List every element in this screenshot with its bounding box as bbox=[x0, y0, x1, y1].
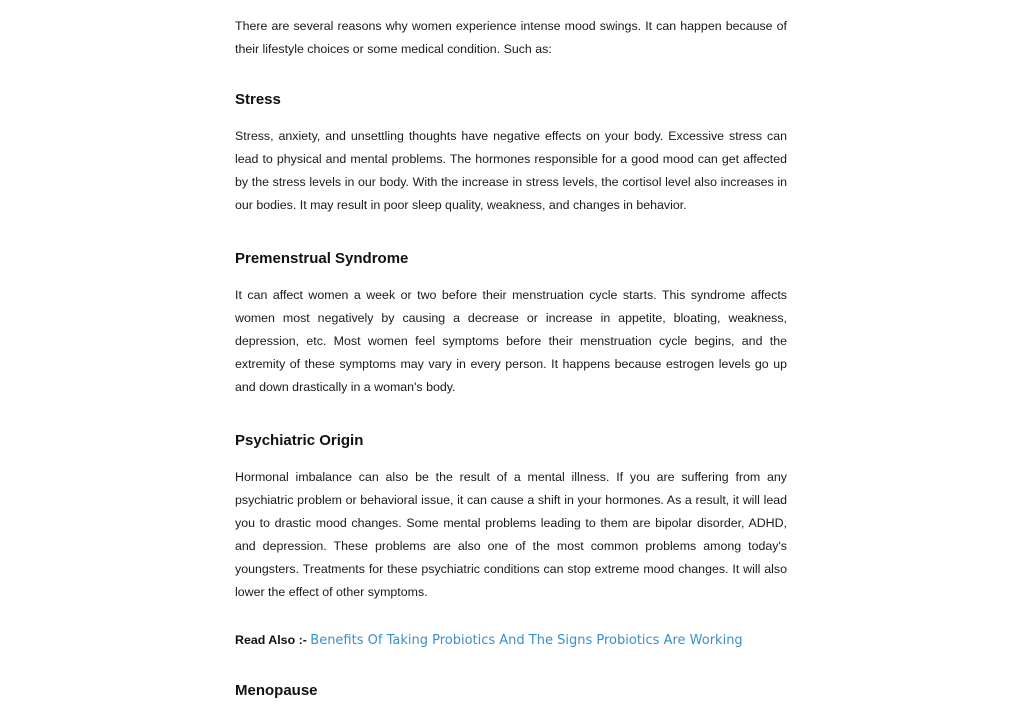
section-body-stress: Stress, anxiety, and unsettling thoughts have negative effects on your body. Excessive stress can lead to physical and mental problems. The hormones responsible for a good mood can get affected by the stress levels in our body. With the increase in stress levels, the cortisol level also increases in our bodies. It may result in poor sleep quality, weakness, and changes in behavior. bbox=[235, 129, 787, 212]
read-also-link[interactable]: Benefits Of Taking Probiotics And The Signs Probiotics Are Working bbox=[310, 633, 743, 648]
read-also-line bbox=[235, 628, 787, 653]
article-content bbox=[235, 15, 787, 701]
read-also-label: Read Also :- bbox=[235, 633, 307, 647]
section-heading-menopause: Menopause bbox=[235, 682, 318, 699]
section-heading-premenstrual-syndrome: Premenstrual Syndrome bbox=[235, 250, 409, 267]
section-body-psychiatric-origin: Hormonal imbalance can also be the result of a mental illness. If you are suffering from any psychiatric problem or behavioral issue, it can cause a shift in your hormones. As a result, it will lead you to drastic mood changes. Some mental problems leading to them are bipolar disorder, ADHD, and depression. These problems are also one of the most common problems among today's youngsters. Treatments for these psychiatric conditions can stop extreme mood changes. It will also lower the effect of other symptoms. bbox=[235, 470, 787, 599]
intro-paragraph: There are several reasons why women experience intense mood swings. It can happen because of their lifestyle choices or some medical condition. Such as: bbox=[235, 19, 787, 56]
section-body-premenstrual-syndrome: It can affect women a week or two before their menstruation cycle starts. This syndrome affects women most negatively by causing a decrease or increase in appetite, bloating, weakness, depression, etc. Most women feel symptoms before their menstruation cycle begins, and the extremity of these symptoms may vary in every person. It happens because estrogen levels go up and down drastically in a woman's body. bbox=[235, 288, 787, 394]
section-heading-stress: Stress bbox=[235, 91, 281, 108]
section-heading-psychiatric-origin: Psychiatric Origin bbox=[235, 432, 364, 449]
